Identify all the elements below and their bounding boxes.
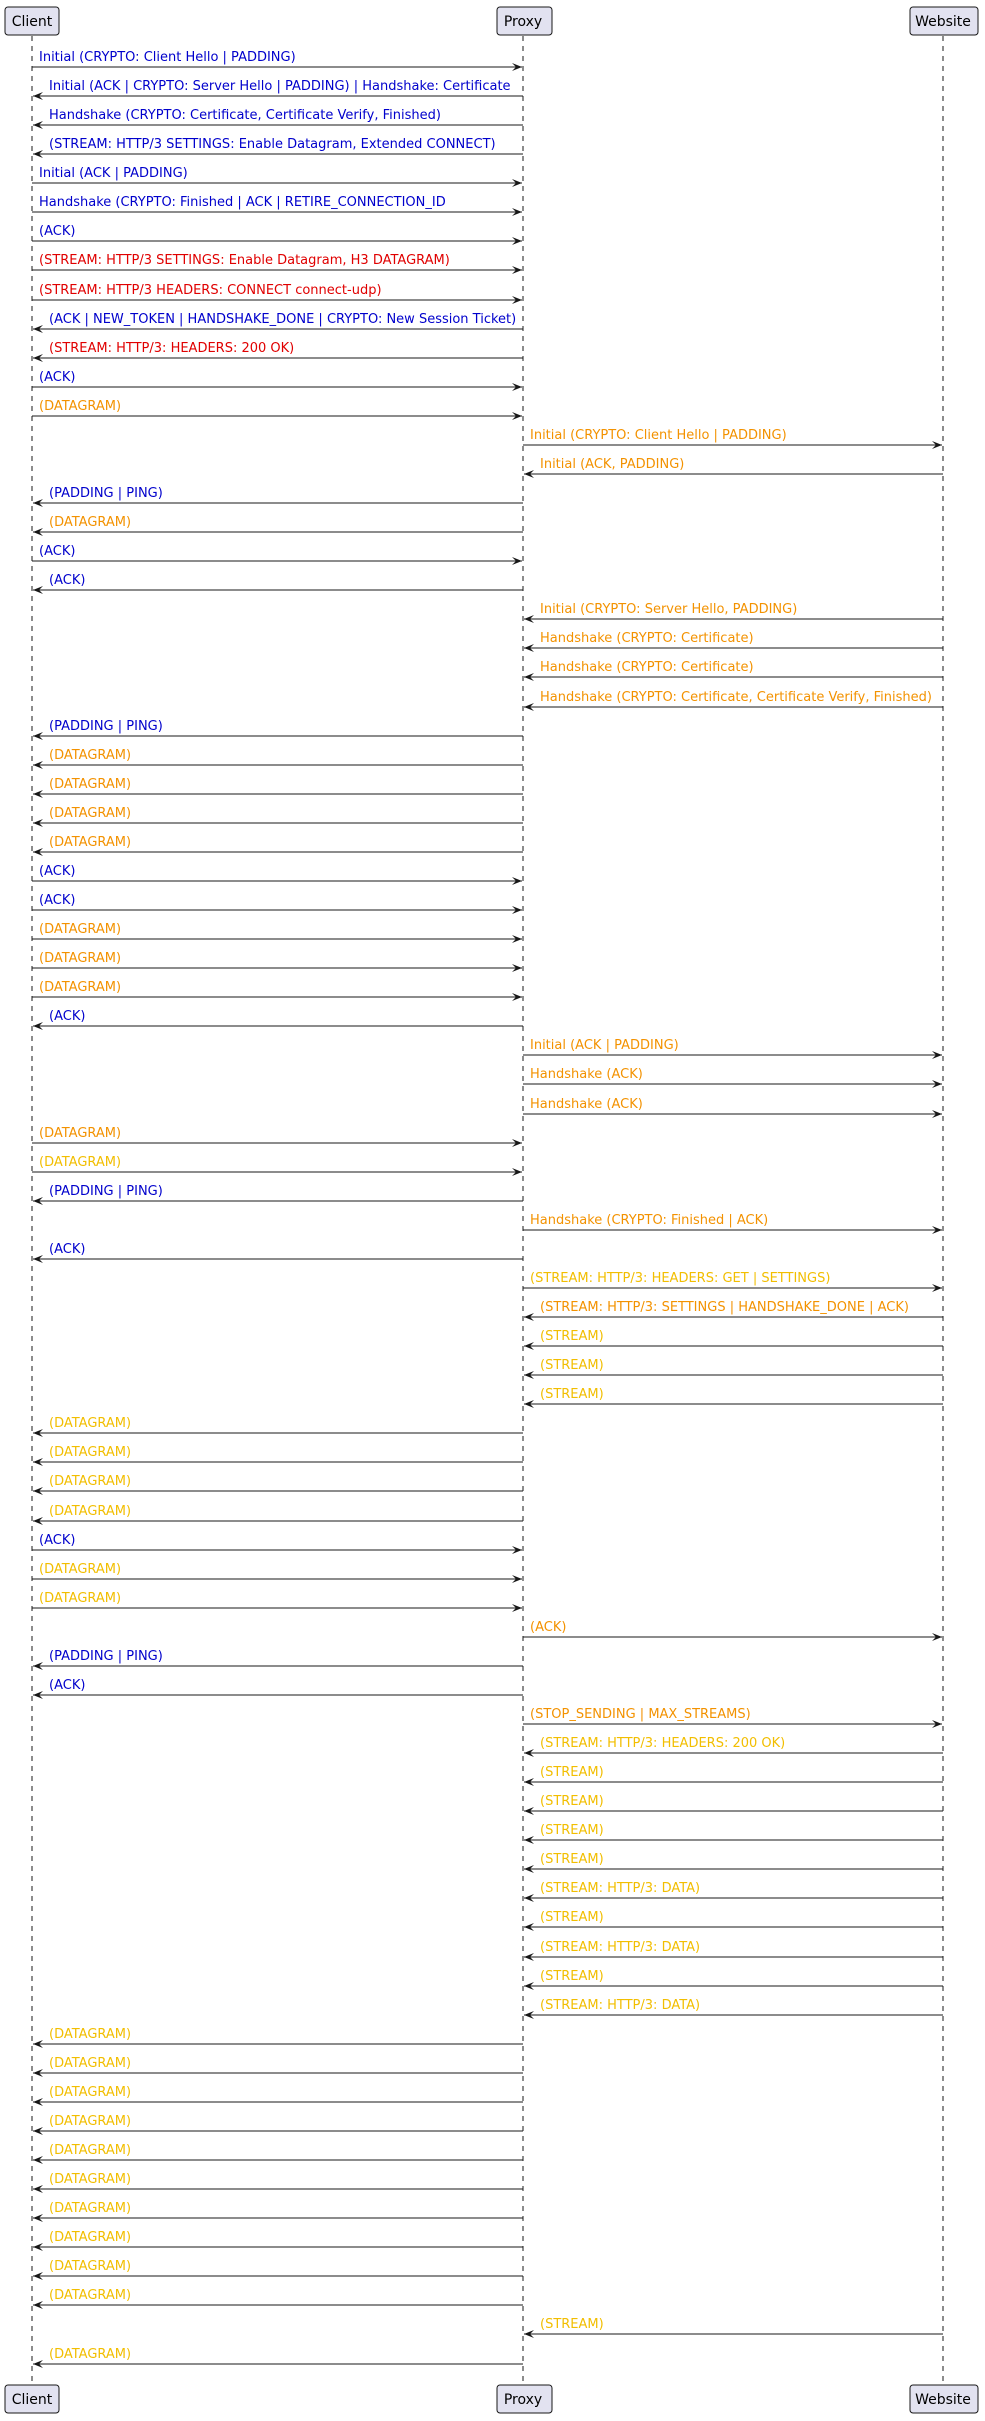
participant-label: Proxy — [503, 14, 543, 30]
message — [33, 719, 523, 740]
message — [524, 631, 943, 652]
message — [33, 2201, 523, 2222]
message — [33, 1649, 523, 1670]
message — [33, 2027, 523, 2048]
message-label: (PADDING | PING) — [49, 1649, 163, 1664]
message-label: (DATAGRAM) — [39, 1562, 122, 1577]
message-label: (DATAGRAM) — [49, 835, 132, 850]
message — [32, 399, 522, 420]
message-label: (DATAGRAM) — [39, 1126, 122, 1141]
message — [33, 79, 523, 100]
message-label: (STREAM) — [540, 2317, 604, 2332]
participant-label: Website — [915, 2392, 971, 2408]
message — [524, 1881, 943, 1902]
message — [524, 1736, 943, 1757]
message — [524, 1794, 943, 1815]
message-label: Handshake (ACK) — [530, 1067, 643, 1082]
message — [32, 253, 522, 274]
message-label: (STREAM: HTTP/3: DATA) — [540, 1940, 701, 1955]
message-label: (DATAGRAM) — [49, 1445, 132, 1460]
message-label: (STREAM: HTTP/3: DATA) — [540, 1881, 701, 1896]
message — [33, 312, 523, 333]
message — [33, 2143, 523, 2164]
message-label: (ACK) — [39, 1533, 76, 1548]
message-label: (DATAGRAM) — [49, 2056, 132, 2071]
message — [33, 108, 523, 129]
message-label: (DATAGRAM) — [39, 1591, 122, 1606]
message-label: Handshake (CRYPTO: Certificate, Certificate Verify, Finished) — [49, 108, 441, 123]
message — [32, 1562, 522, 1583]
message-label: (ACK) — [49, 1678, 86, 1693]
message-label: (DATAGRAM) — [49, 806, 132, 821]
message — [33, 341, 523, 362]
message-label: (DATAGRAM) — [39, 980, 122, 995]
message-label: (ACK) — [39, 370, 76, 385]
participant-website-top — [910, 7, 978, 35]
message-label: (DATAGRAM) — [49, 2230, 132, 2245]
message — [524, 1387, 943, 1408]
message-label: (DATAGRAM) — [39, 922, 122, 937]
message-label: (ACK) — [49, 1242, 86, 1257]
message-label: (DATAGRAM) — [49, 2288, 132, 2303]
message — [33, 2259, 523, 2280]
message-label: (STREAM: HTTP/3 SETTINGS: Enable Datagram, H3 DATAGRAM) — [39, 253, 450, 268]
message — [32, 922, 522, 943]
message — [524, 660, 943, 681]
message — [33, 1416, 523, 1437]
message — [32, 893, 522, 914]
message — [32, 951, 522, 972]
message-label: (DATAGRAM) — [49, 2201, 132, 2216]
message — [524, 1969, 943, 1990]
message-label: Handshake (CRYPTO: Finished | ACK) — [530, 1213, 769, 1228]
message-label: (STREAM) — [540, 1358, 604, 1373]
message — [33, 1184, 523, 1205]
message-label: (PADDING | PING) — [49, 486, 163, 501]
message-label: (STREAM: HTTP/3 HEADERS: CONNECT connect-udp) — [39, 283, 382, 298]
message-label: (ACK) — [39, 893, 76, 908]
participant-website-bottom — [910, 2385, 978, 2413]
message-label: (DATAGRAM) — [49, 1474, 132, 1489]
message-label: Initial (CRYPTO: Client Hello | PADDING) — [39, 50, 296, 65]
message — [33, 1445, 523, 1466]
message-label: (STREAM) — [540, 1794, 604, 1809]
message — [524, 1823, 943, 1844]
message — [524, 1852, 943, 1873]
message-label: (STREAM: HTTP/3: HEADERS: 200 OK) — [49, 341, 295, 356]
message — [524, 457, 943, 478]
message — [523, 1038, 942, 1059]
message-label: (DATAGRAM) — [49, 2027, 132, 2042]
message-label: (STREAM: HTTP/3: SETTINGS | HANDSHAKE_DONE | ACK) — [540, 1300, 909, 1315]
message — [32, 980, 522, 1001]
message — [32, 195, 522, 216]
message-label: (DATAGRAM) — [49, 2347, 132, 2362]
message — [524, 1910, 943, 1931]
message-label: Initial (ACK, PADDING) — [540, 457, 685, 472]
message-label: Initial (ACK | PADDING) — [530, 1038, 679, 1053]
message-label: (DATAGRAM) — [49, 2085, 132, 2100]
message — [523, 1213, 942, 1234]
message — [32, 370, 522, 391]
message — [523, 1271, 942, 1292]
message-label: Handshake (CRYPTO: Certificate) — [540, 631, 754, 646]
message-label: (STOP_SENDING | MAX_STREAMS) — [530, 1707, 751, 1722]
message-label: (ACK) — [39, 224, 76, 239]
message-label: (DATAGRAM) — [49, 1416, 132, 1431]
message-label: (STREAM: HTTP/3 SETTINGS: Enable Datagram, Extended CONNECT) — [49, 137, 496, 152]
message — [33, 1242, 523, 1263]
message-label: (DATAGRAM) — [49, 2172, 132, 2187]
message — [33, 2085, 523, 2106]
message — [32, 864, 522, 885]
participant-proxy-top — [497, 7, 552, 35]
message — [523, 1707, 942, 1728]
message — [524, 1358, 943, 1379]
message-label: (ACK) — [49, 1009, 86, 1024]
message — [524, 602, 943, 623]
message-label: (STREAM: HTTP/3: HEADERS: GET | SETTINGS) — [530, 1271, 831, 1286]
message — [33, 1009, 523, 1030]
message — [33, 835, 523, 856]
message — [32, 50, 522, 71]
message — [523, 1620, 942, 1641]
message — [33, 2172, 523, 2193]
message-label: (STREAM) — [540, 1852, 604, 1867]
message-label: (DATAGRAM) — [49, 1504, 132, 1519]
participants — [5, 7, 978, 2413]
message-label: (ACK) — [39, 864, 76, 879]
participant-label: Client — [11, 14, 53, 30]
message-label: (ACK | NEW_TOKEN | HANDSHAKE_DONE | CRYPTO: New Session Ticket) — [49, 312, 517, 327]
message — [33, 1678, 523, 1699]
message — [32, 1155, 522, 1176]
message — [33, 2114, 523, 2135]
message — [523, 1067, 942, 1088]
message — [32, 1591, 522, 1612]
message — [32, 283, 522, 304]
message — [33, 486, 523, 507]
message-label: (DATAGRAM) — [39, 951, 122, 966]
message — [33, 573, 523, 594]
message — [32, 224, 522, 245]
message-label: Handshake (CRYPTO: Certificate, Certificate Verify, Finished) — [540, 690, 932, 705]
participant-label: Client — [11, 2392, 53, 2408]
message-label: Handshake (ACK) — [530, 1097, 643, 1112]
message-label: (STREAM) — [540, 1969, 604, 1984]
message — [33, 2347, 523, 2368]
participant-client-top — [5, 7, 59, 35]
message — [524, 2317, 943, 2338]
message-label: Handshake (CRYPTO: Finished | ACK | RETIRE_CONNECTION_ID — [39, 195, 446, 210]
participant-client-bottom — [5, 2385, 59, 2413]
message-label: (STREAM) — [540, 1765, 604, 1780]
message-label: Handshake (CRYPTO: Certificate) — [540, 660, 754, 675]
message — [32, 544, 522, 565]
participant-proxy-bottom — [497, 2385, 552, 2413]
message — [32, 1126, 522, 1147]
participant-label: Website — [915, 14, 971, 30]
message-label: (STREAM) — [540, 1329, 604, 1344]
message-label: (ACK) — [49, 573, 86, 588]
message — [33, 515, 523, 536]
message-label: (STREAM) — [540, 1910, 604, 1925]
message — [524, 1940, 943, 1961]
message-label: (DATAGRAM) — [49, 2259, 132, 2274]
message — [523, 428, 942, 449]
message — [33, 2230, 523, 2251]
message — [32, 1533, 522, 1554]
message-label: (ACK) — [39, 544, 76, 559]
message — [33, 748, 523, 769]
message-label: (DATAGRAM) — [49, 515, 132, 530]
message-label: (STREAM) — [540, 1823, 604, 1838]
participant-label: Proxy — [503, 2392, 543, 2408]
message — [524, 1300, 943, 1321]
message — [523, 1097, 942, 1118]
message — [524, 1329, 943, 1350]
messages — [32, 50, 943, 2368]
message-label: Initial (ACK | CRYPTO: Server Hello | PADDING) | Handshake: Certificate — [49, 79, 511, 94]
message — [524, 1998, 943, 2019]
message — [33, 777, 523, 798]
lifelines — [32, 36, 943, 2385]
message-label: (DATAGRAM) — [49, 777, 132, 792]
message-label: Initial (ACK | PADDING) — [39, 166, 188, 181]
message — [33, 1474, 523, 1495]
message-label: (STREAM: HTTP/3: DATA) — [540, 1998, 701, 2013]
message-label: (DATAGRAM) — [49, 748, 132, 763]
message — [524, 690, 943, 711]
message-label: Initial (CRYPTO: Server Hello, PADDING) — [540, 602, 798, 617]
message — [33, 137, 523, 158]
message-label: (DATAGRAM) — [49, 2114, 132, 2129]
message-label: (DATAGRAM) — [39, 1155, 122, 1170]
message-label: (STREAM: HTTP/3: HEADERS: 200 OK) — [540, 1736, 786, 1751]
message — [33, 1504, 523, 1525]
message — [524, 1765, 943, 1786]
message-label: (PADDING | PING) — [49, 1184, 163, 1199]
message-label: (ACK) — [530, 1620, 567, 1635]
message-label: (PADDING | PING) — [49, 719, 163, 734]
message-label: Initial (CRYPTO: Client Hello | PADDING) — [530, 428, 787, 443]
message — [33, 2288, 523, 2309]
message — [32, 166, 522, 187]
message-label: (DATAGRAM) — [49, 2143, 132, 2158]
message-label: (DATAGRAM) — [39, 399, 122, 414]
message — [33, 2056, 523, 2077]
message-label: (STREAM) — [540, 1387, 604, 1402]
message — [33, 806, 523, 827]
